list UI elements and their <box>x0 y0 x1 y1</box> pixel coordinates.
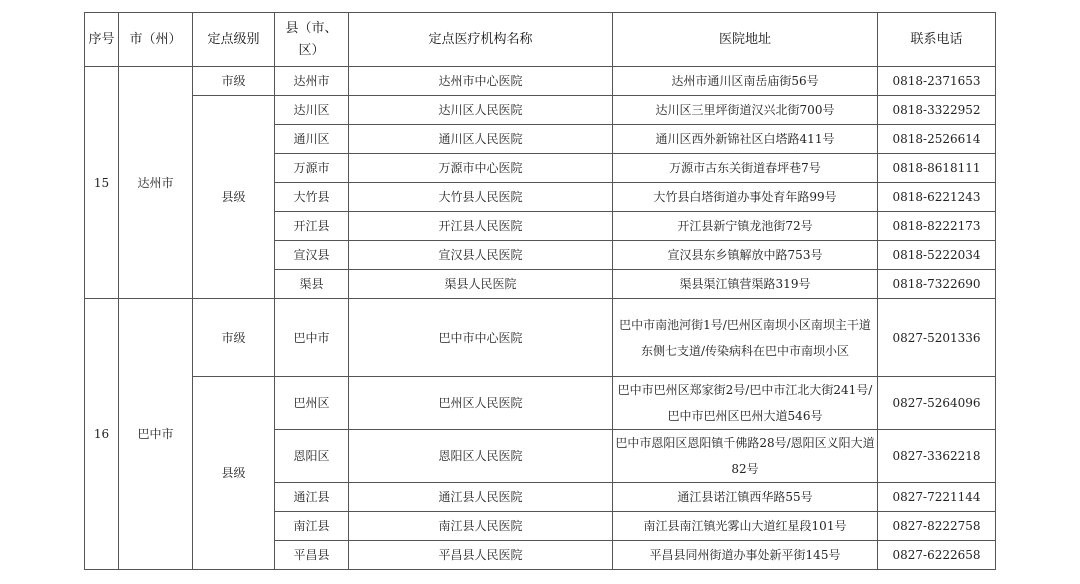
hospital-address: 开江县新宁镇龙池街72号 <box>613 212 878 241</box>
phone-number: 0818-6221243 <box>878 183 996 212</box>
hospital-address: 通江县诺江镇西华路55号 <box>613 483 878 512</box>
phone-number: 0827-5201336 <box>878 299 996 377</box>
phone-number: 0818-8618111 <box>878 154 996 183</box>
hospital-name: 巴中市中心医院 <box>349 299 613 377</box>
phone-number: 0818-8222173 <box>878 212 996 241</box>
hospital-address: 南江县南江镇光雾山大道红星段101号 <box>613 512 878 541</box>
phone-number: 0827-7221144 <box>878 483 996 512</box>
hospital-address: 达州市通川区南岳庙街56号 <box>613 67 878 96</box>
county-name: 巴中市 <box>275 299 349 377</box>
level-label: 市级 <box>193 67 275 96</box>
county-name: 南江县 <box>275 512 349 541</box>
phone-number: 0818-5222034 <box>878 241 996 270</box>
hospital-name: 渠县人民医院 <box>349 270 613 299</box>
hospital-address: 巴中市恩阳区恩阳镇千佛路28号/恩阳区义阳大道82号 <box>613 430 878 483</box>
county-name: 宣汉县 <box>275 241 349 270</box>
county-name: 通江县 <box>275 483 349 512</box>
phone-number: 0818-7322690 <box>878 270 996 299</box>
hospital-name: 巴州区人民医院 <box>349 377 613 430</box>
header-level: 定点级别 <box>193 13 275 67</box>
hospital-name: 开江县人民医院 <box>349 212 613 241</box>
hospital-address: 万源市古东关街道春坪巷7号 <box>613 154 878 183</box>
city-name: 巴中市 <box>119 299 193 570</box>
group-number: 16 <box>85 299 119 570</box>
level-label: 市级 <box>193 299 275 377</box>
county-name: 大竹县 <box>275 183 349 212</box>
hospital-address: 宣汉县东乡镇解放中路753号 <box>613 241 878 270</box>
hospital-name: 大竹县人民医院 <box>349 183 613 212</box>
county-name: 达川区 <box>275 96 349 125</box>
hospital-name: 恩阳区人民医院 <box>349 430 613 483</box>
county-name: 通川区 <box>275 125 349 154</box>
hospital-name: 平昌县人民医院 <box>349 541 613 570</box>
county-name: 开江县 <box>275 212 349 241</box>
county-name: 巴州区 <box>275 377 349 430</box>
header-phone: 联系电话 <box>878 13 996 67</box>
county-name: 平昌县 <box>275 541 349 570</box>
level-label: 县级 <box>193 377 275 570</box>
phone-number: 0818-2371653 <box>878 67 996 96</box>
county-name: 恩阳区 <box>275 430 349 483</box>
table-row <box>85 299 996 377</box>
phone-number: 0827-6222658 <box>878 541 996 570</box>
group-number: 15 <box>85 67 119 299</box>
header-county: 县（市、区） <box>275 13 349 67</box>
table-row <box>85 67 996 96</box>
hospital-table <box>84 12 996 570</box>
hospital-address: 巴中市巴州区郑家街2号/巴中市江北大街241号/巴中市巴州区巴州大道546号 <box>613 377 878 430</box>
header-no: 序号 <box>85 13 119 67</box>
table-row <box>85 96 996 125</box>
hospital-address: 通川区西外新锦社区白塔路411号 <box>613 125 878 154</box>
table-row <box>85 377 996 430</box>
header-city: 市（州） <box>119 13 193 67</box>
county-name: 渠县 <box>275 270 349 299</box>
phone-number: 0827-3362218 <box>878 430 996 483</box>
header-address: 医院地址 <box>613 13 878 67</box>
hospital-address: 达川区三里坪街道汉兴北街700号 <box>613 96 878 125</box>
phone-number: 0827-5264096 <box>878 377 996 430</box>
hospital-name: 通川区人民医院 <box>349 125 613 154</box>
hospital-address: 渠县渠江镇营渠路319号 <box>613 270 878 299</box>
header-row <box>85 13 996 67</box>
hospital-name: 通江县人民医院 <box>349 483 613 512</box>
level-label: 县级 <box>193 96 275 299</box>
hospital-name: 万源市中心医院 <box>349 154 613 183</box>
county-name: 万源市 <box>275 154 349 183</box>
hospital-address: 平昌县同州街道办事处新平街145号 <box>613 541 878 570</box>
city-name: 达州市 <box>119 67 193 299</box>
county-name: 达州市 <box>275 67 349 96</box>
header-hospital-name: 定点医疗机构名称 <box>349 13 613 67</box>
hospital-name: 达州市中心医院 <box>349 67 613 96</box>
phone-number: 0827-8222758 <box>878 512 996 541</box>
phone-number: 0818-2526614 <box>878 125 996 154</box>
hospital-name: 达川区人民医院 <box>349 96 613 125</box>
hospital-name: 宣汉县人民医院 <box>349 241 613 270</box>
hospital-name: 南江县人民医院 <box>349 512 613 541</box>
phone-number: 0818-3322952 <box>878 96 996 125</box>
hospital-address: 巴中市南池河街1号/巴州区南坝小区南坝主干道东侧七支道/传染病科在巴中市南坝小区 <box>613 299 878 377</box>
hospital-address: 大竹县白塔街道办事处育年路99号 <box>613 183 878 212</box>
